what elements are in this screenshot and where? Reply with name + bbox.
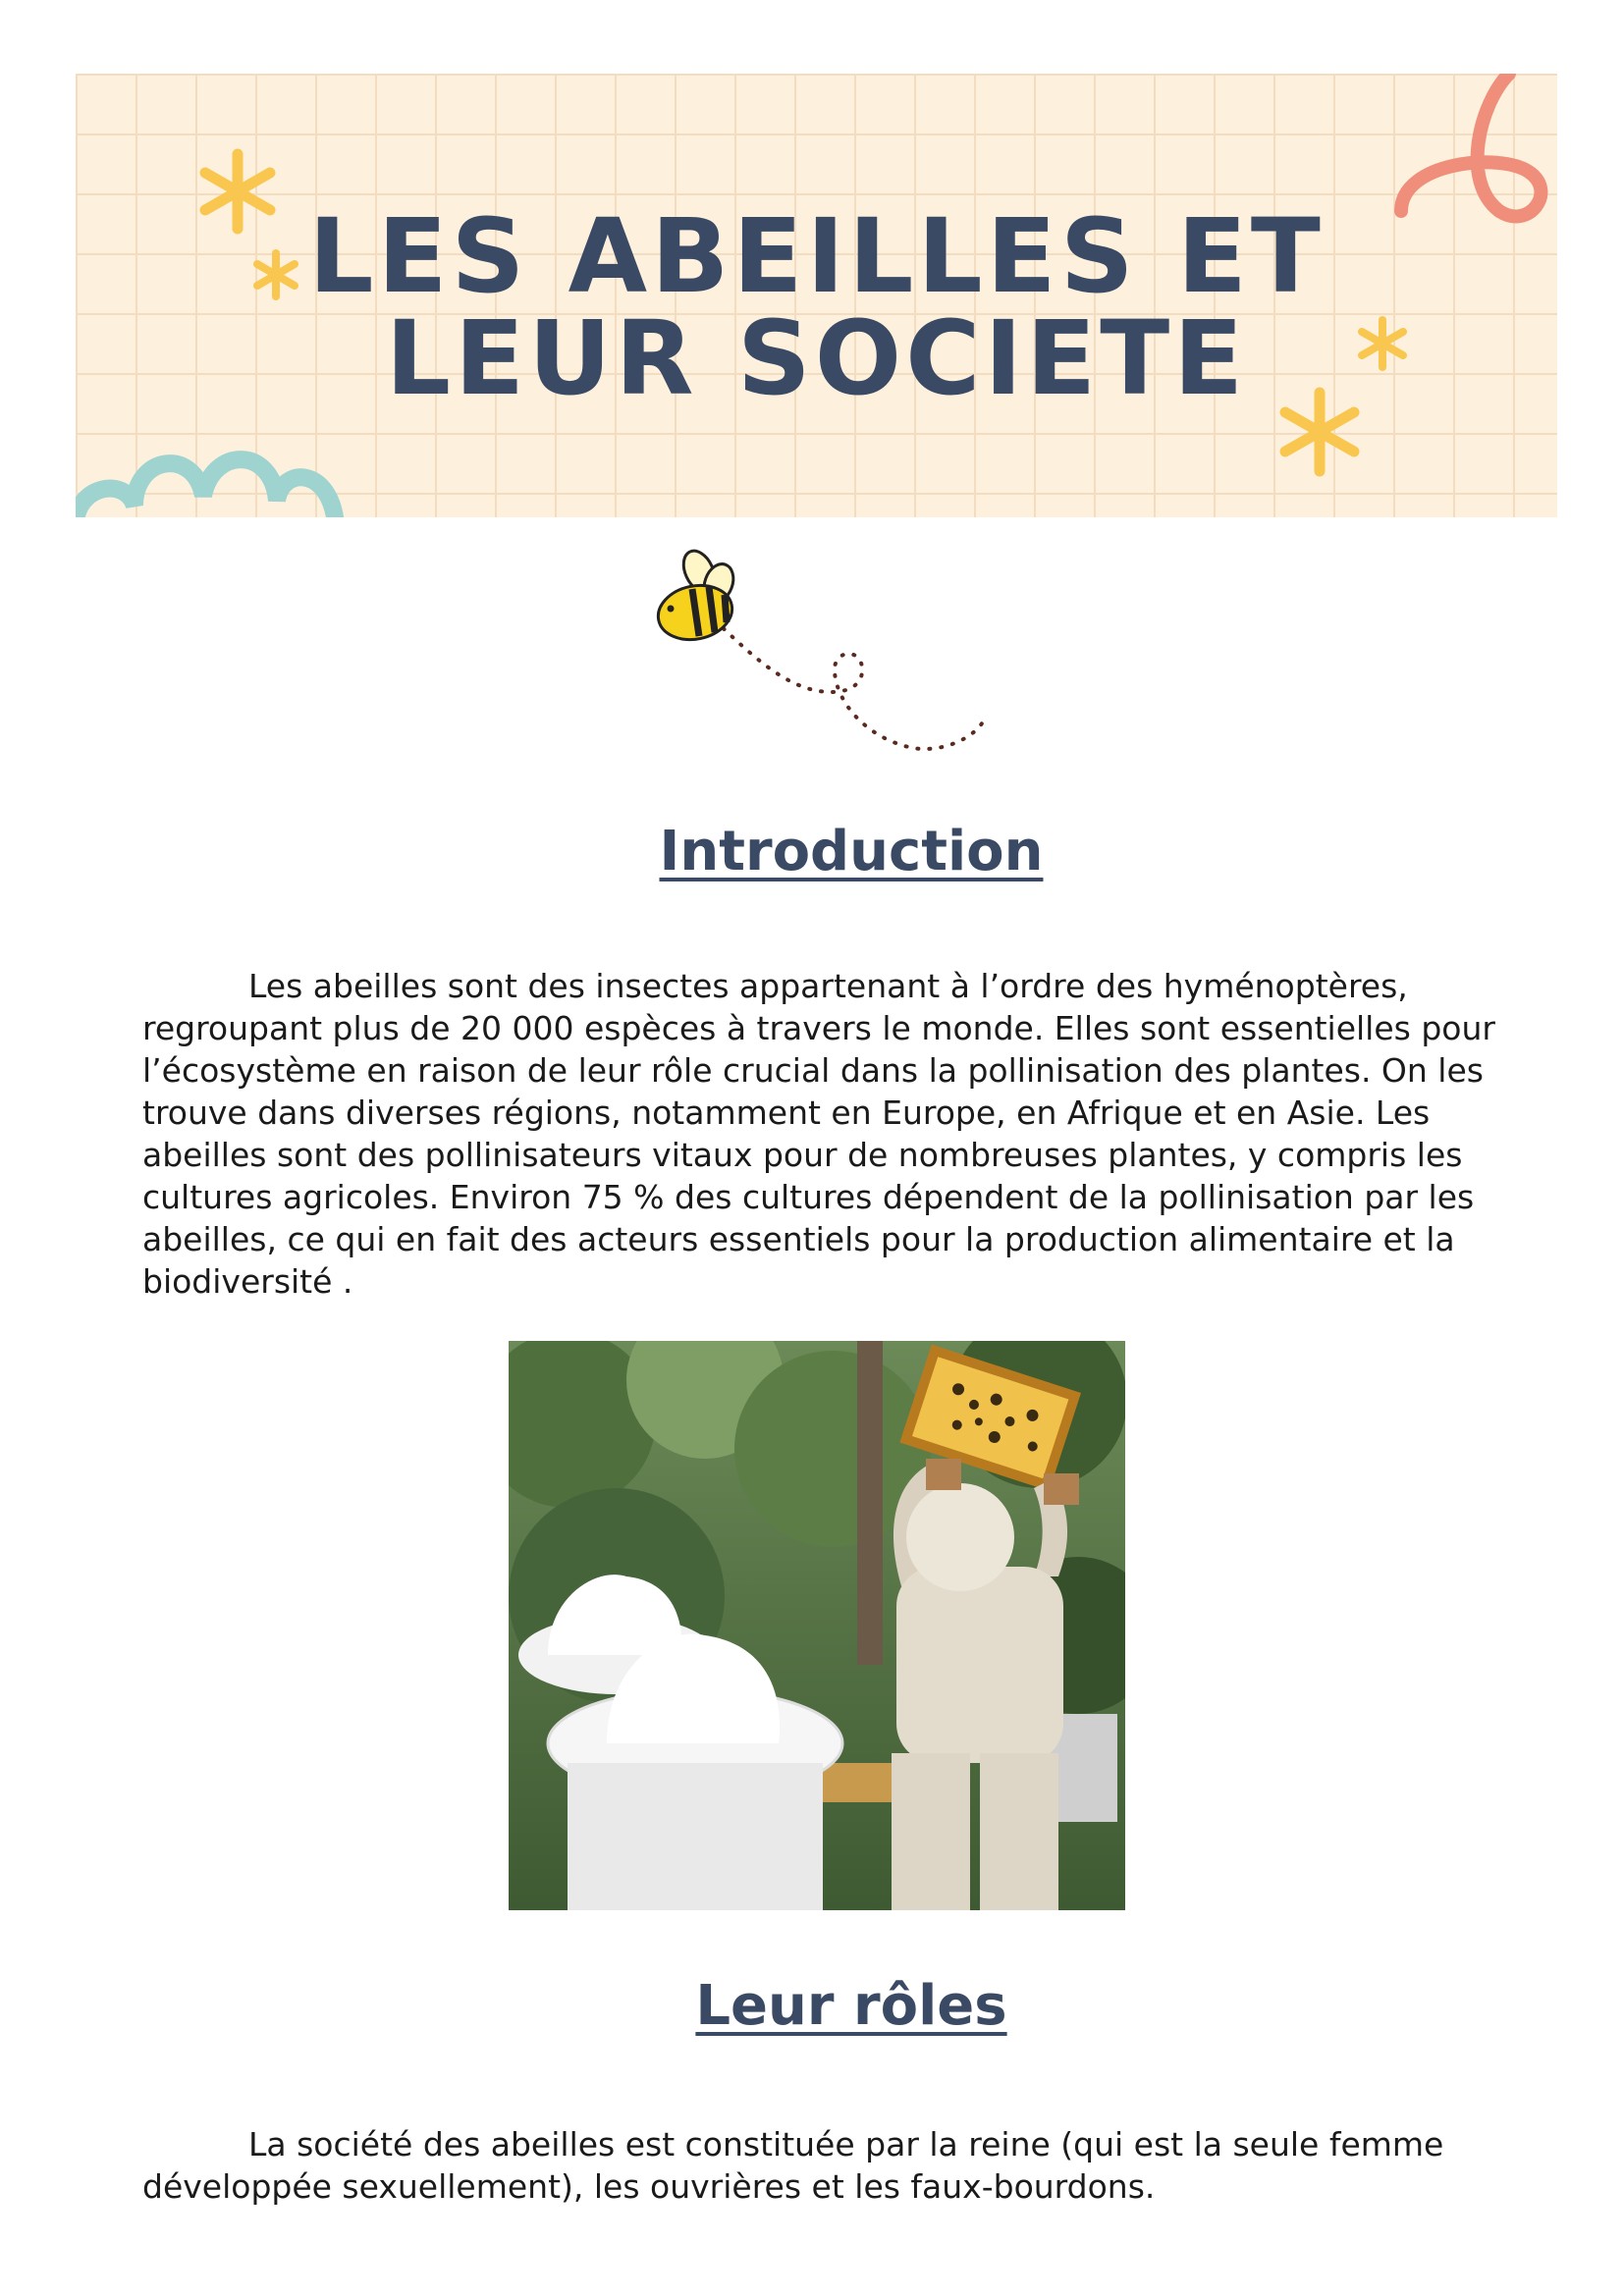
page-title-line2: LEUR SOCIETE <box>385 298 1248 418</box>
section-title-introduction: Introduction <box>659 820 1044 883</box>
teal-squiggle-decoration <box>76 427 360 517</box>
bee-icon <box>638 542 992 768</box>
page-title-line1: LES ABEILLES ET <box>308 196 1325 316</box>
intro-paragraph: Les abeilles sont des insectes appartenant à l’ordre des hyménoptères, regroupant plus de 20 000 espèces à travers le monde. Elles sont essentielles pour l’écosystème en raison de leur rôle crucial dans la pollinisation des plantes. On les trouve dans diverses régions, notamment en Europe, en Afrique et en Asie. Les abeilles sont des pollinisateurs vitaux pour de nombreuses plantes, y compris les cultures agricoles. Environ 75 % des cultures dépendent de la pollinisation par les abeilles, ce qui en fait des acteurs essentiels pour la production alimentaire et la biodiversité . <box>142 967 1495 1301</box>
roles-paragraph: La société des abeilles est constituée par la reine (qui est la seule femme développée sexuellement), les ouvrières et les faux-bourdons. <box>142 2125 1444 2206</box>
beekeepers-photo <box>509 1341 1125 1910</box>
page-title <box>76 196 1557 418</box>
header-banner <box>76 74 1557 517</box>
section-title-roles: Leur rôles <box>695 1974 1007 2038</box>
